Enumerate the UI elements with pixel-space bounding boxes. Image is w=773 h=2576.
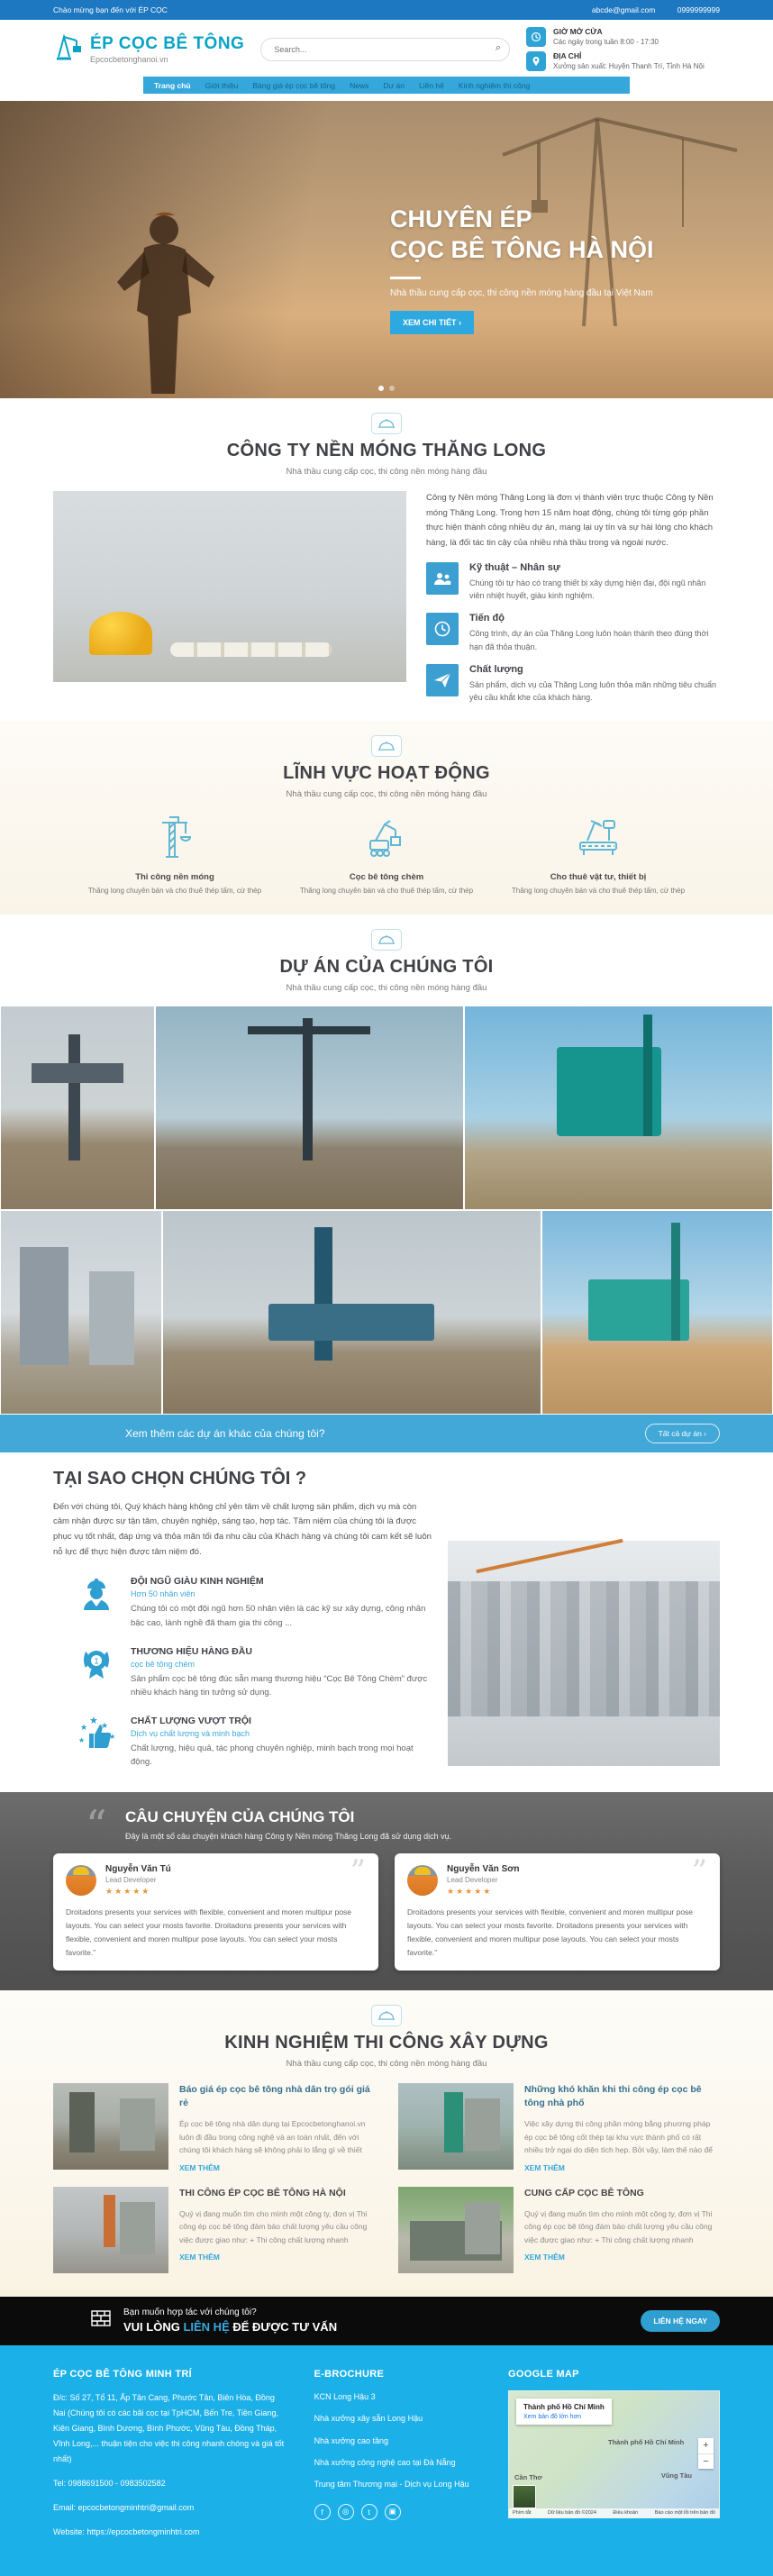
projects-title: DỰ ÁN CỦA CHÚNG TÔI: [279, 956, 494, 977]
engineer-icon: [77, 1576, 116, 1629]
about-subtitle: Nhà thầu cung cấp cọc, thi công nền móng hàng đầu: [286, 467, 487, 477]
testimonial-role: Lead Developer: [105, 1876, 157, 1885]
services-title: LĨNH VỰC HOẠT ĐỘNG: [283, 762, 490, 783]
map-cantho-label: Cần Thơ: [514, 2472, 542, 2481]
address-value: Xưởng sản xuất: Huyện Thanh Trì, Tỉnh Hà Nội: [553, 62, 705, 70]
map-zoom-in-button[interactable]: +: [703, 2440, 709, 2452]
facebook-icon[interactable]: f: [314, 2504, 331, 2520]
service-text: Thăng long chuyên bán và cho thuê thép tấm, cừ thép: [299, 886, 474, 895]
article-photo: [53, 2083, 168, 2170]
feature-title: Kỹ thuật – Nhân sự: [469, 561, 560, 573]
testimonial-name: Nguyễn Văn Sơn: [447, 1864, 520, 1875]
project-photo-1[interactable]: [0, 1006, 155, 1210]
clock-icon: [526, 27, 546, 47]
news-subtitle: Nhà thầu cung cấp cọc, thi công nền móng hàng đầu: [286, 2058, 487, 2069]
read-more-link[interactable]: XEM THÊM: [524, 2162, 565, 2172]
stories-title: CÂU CHUYỆN CỦA CHÚNG TÔI: [125, 1808, 355, 1826]
service-title: Thi công nền móng: [135, 871, 214, 882]
feature-text: Công trình, dự án của Thăng Long luôn hoàn thành theo đúng thời hạn đã thỏa thuận.: [469, 629, 709, 651]
carousel-dot-1[interactable]: [378, 386, 384, 391]
why-feature-title: ĐỘI NGŨ GIÀU KINH NGHIỆM: [131, 1576, 264, 1588]
why-feature-title: CHẤT LƯỢNG VƯỢT TRỘI: [131, 1716, 251, 1727]
project-photo-6[interactable]: [541, 1210, 773, 1415]
worker-silhouette: [108, 205, 225, 398]
why-feature-link[interactable]: Hơn 50 nhân viên: [131, 1589, 196, 1599]
stories-subtitle: Đây là một số câu chuyện khách hàng Công ty Nền móng Thăng Long đã sử dụng dịch vụ.: [125, 1832, 452, 1842]
article-title[interactable]: Báo giá ép cọc bê tông nhà dân trọ gói giá rẻ: [179, 2083, 370, 2109]
svg-text:1: 1: [94, 1656, 99, 1666]
footer-link[interactable]: Trung tâm Thương mại - Dịch vụ Long Hậu: [314, 2480, 469, 2490]
svg-text:★: ★: [101, 1721, 109, 1731]
footer-link[interactable]: Nhà xưởng cao tầng: [314, 2435, 389, 2445]
footer-brochure-column: [314, 2369, 481, 2550]
address: [526, 51, 720, 71]
people-icon: [426, 562, 459, 595]
news-title: KINH NGHIỆM THI CÔNG XÂY DỰNG: [224, 2032, 549, 2053]
why-feature-text: Chúng tôi có một đội ngũ hơn 50 nhân viên là các kỹ sư xây dựng, công nhân bậc cao, lành nghề đã tham gia thi công ...: [131, 1604, 426, 1628]
city-collage-photo: [448, 1541, 720, 1766]
project-photo-3[interactable]: [464, 1006, 773, 1210]
article-excerpt: Quý vị đang muốn tìm cho mình một công ty, đơn vị Thi công ép cọc bê tông đảm bảo chất lượng yêu cầu công việc được giao như: + Thi công chất lượng nhanh: [524, 2208, 713, 2244]
article-excerpt: Quý vị đang muốn tìm cho mình một công ty, đơn vị Thi công ép cọc bê tông đảm bảo chất lượng yêu cầu công việc được giao như: + Thi công chất lượng nhanh: [179, 2208, 368, 2244]
contact-cta-bar: [0, 2297, 773, 2345]
about-feature-staff: [426, 562, 720, 603]
all-projects-button[interactable]: Tất cả dự án ›: [645, 1424, 720, 1443]
about-photo: [53, 491, 406, 682]
why-feature-link[interactable]: Dịch vụ chất lượng và minh bạch: [131, 1729, 250, 1739]
header-info: [526, 27, 720, 71]
testimonial-name: Nguyễn Văn Tú: [105, 1864, 171, 1875]
hours-value: Các ngày trong tuần 8:00 - 17:30: [553, 38, 659, 46]
services-section: [0, 721, 773, 915]
footer-link[interactable]: KCN Long Hậu 3: [314, 2391, 376, 2401]
testimonial-card: [395, 1853, 720, 1971]
service-title: Cho thuê vật tư, thiết bị: [550, 871, 647, 882]
cta-line: VUI LÒNG LIÊN HỆ ĐỂ ĐƯỢC TƯ VẤN: [123, 2320, 338, 2335]
read-more-link[interactable]: XEM THÊM: [179, 2162, 220, 2172]
helmet-icon: [371, 413, 402, 434]
testimonial-text: Droitadons presents your services with flexible, convenient and moren multipur pose layouts. You can select your mosts favorite. Droitadons presents your services with flexible, convenient and moren multipur pose layouts. You can select your mosts favorite.”: [66, 1907, 352, 1958]
hero-subtitle: Nhà thầu cung cấp cọc, thi công nền móng hàng đầu tại Việt Nam: [390, 287, 653, 298]
nav-item-about[interactable]: Giới thiệu: [205, 80, 239, 90]
nav-item-contact[interactable]: Liên hệ: [419, 80, 444, 90]
tools-icon: [575, 849, 622, 864]
why-feature-brand: [53, 1646, 432, 1699]
map-shortcuts[interactable]: Phím tắt: [513, 2509, 532, 2516]
map-attribution: [509, 2508, 719, 2517]
cta-question: Bạn muốn hợp tác với chúng tôi?: [123, 2307, 257, 2318]
medal-icon: [77, 1646, 116, 1699]
article-photo: [398, 2187, 514, 2273]
hours-label: GIỜ MỞ CỬA: [553, 27, 603, 36]
crane-logo-icon: [53, 32, 84, 67]
service-piles[interactable]: [292, 814, 481, 895]
projects-banner-text: Xem thêm các dự án khác của chúng tôi?: [125, 1426, 325, 1440]
hero-cta-button[interactable]: XEM CHI TIẾT ›: [390, 311, 474, 334]
testimonial-card: [53, 1853, 378, 1971]
why-feature-text: Chất lượng, hiệu quả, tác phong chuyên nghiệp, minh bạch trong mọi hoạt động.: [131, 1743, 414, 1768]
bricks-icon: [89, 2307, 113, 2335]
avatar: [407, 1865, 438, 1896]
logo-title: ÉP CỌC BÊ TÔNG: [90, 34, 245, 53]
search-bar: [260, 38, 510, 61]
carousel-dot-2[interactable]: [389, 386, 395, 391]
article-card[interactable]: [398, 2187, 720, 2273]
contact-now-button[interactable]: LIÊN HỆ NGAY: [641, 2310, 720, 2332]
testimonials-section: [0, 1792, 773, 1990]
why-feature-quality: [53, 1716, 432, 1769]
twitter-icon[interactable]: t: [361, 2504, 377, 2520]
hero-banner: [0, 101, 773, 398]
helmet-icon: [371, 735, 402, 757]
why-feature-team: [53, 1576, 432, 1629]
search-input[interactable]: [260, 38, 510, 61]
footer-brochure-title: E-BROCHURE: [314, 2368, 385, 2380]
about-section: [0, 398, 773, 721]
topbar-email[interactable]: abcde@gmail.com: [591, 5, 656, 14]
about-feature-schedule: [426, 613, 720, 653]
map-data-credit: Dữ liệu bản đồ ©2024: [547, 2509, 596, 2516]
testimonial-text: Droitadons presents your services with flexible, convenient and moren multipur pose layouts. You can select your mosts favorite. Droitadons presents your services with flexible, convenient and moren multipur pose layouts. You can select your mosts favorite.”: [407, 1907, 694, 1958]
project-photo-5[interactable]: [162, 1210, 541, 1415]
article-title[interactable]: Những khó khăn khi thi công ép cọc bê tông nhà phố: [524, 2083, 702, 2109]
news-section: [0, 1990, 773, 2297]
service-text: Thăng long chuyên bán và cho thuê thép tấm, cừ thép: [87, 886, 262, 895]
opening-hours: [526, 27, 720, 47]
svg-text:★: ★: [80, 1723, 88, 1733]
footer-company-column: [53, 2369, 287, 2550]
svg-text:★: ★: [78, 1736, 86, 1745]
footer-map-title: GOOGLE MAP: [508, 2368, 579, 2380]
nav-item-projects[interactable]: Dự án: [383, 80, 405, 90]
paper-plane-icon: [426, 664, 459, 696]
topbar-phone[interactable]: 0999999999: [677, 5, 720, 14]
nav-item-pricing[interactable]: Bảng giá ép cọc bê tông: [252, 80, 336, 90]
article-excerpt: Việc xây dựng thi công phần móng bằng phương pháp ép cọc bê tông cốt thép tại khu vực thành phố có rất nhiều trở ngại do diện tích hẹp. Bởi vậy, làm thế nào để: [524, 2119, 713, 2155]
instagram-icon[interactable]: ◎: [338, 2504, 354, 2520]
map-card-title: Thành phố Hồ Chí Minh: [523, 2402, 605, 2411]
divider: [390, 277, 421, 279]
helmet-icon: [371, 2005, 402, 2026]
footer-link[interactable]: Nhà xưởng công nghệ cao tại Đà Nẵng: [314, 2457, 456, 2467]
map-report-link[interactable]: Báo cáo một lỗi trên bản đồ: [654, 2509, 715, 2516]
service-title: Cọc bê tông chèm: [349, 871, 424, 882]
read-more-link[interactable]: XEM THÊM: [179, 2253, 220, 2262]
map-terms-link[interactable]: Điều khoản: [613, 2509, 639, 2516]
article-photo: [53, 2187, 168, 2273]
feature-text: Chúng tôi tự hào có trang thiết bị xây dựng hiện đại, đội ngũ nhân viên nhiệt huyết, giàu kinh nghiệm.: [469, 578, 706, 600]
map-city-label: Thành phố Hồ Chí Minh: [608, 2437, 685, 2446]
footer-tel[interactable]: Tel: 0988691500 - 0983502582: [53, 2479, 166, 2489]
welcome-text: Chào mừng bạn đến với ÉP CỌC: [53, 5, 168, 14]
article-card[interactable]: [398, 2083, 720, 2172]
footer: [0, 2345, 773, 2576]
article-photo: [398, 2083, 514, 2170]
camera-icon[interactable]: ▣: [385, 2504, 401, 2520]
footer-company-title: ÉP CỌC BÊ TÔNG MINH TRÍ: [53, 2368, 192, 2380]
map-zoom-out-button[interactable]: −: [698, 2453, 714, 2469]
thumbs-up-stars-icon: [77, 1716, 116, 1769]
avatar: [66, 1865, 96, 1896]
why-feature-link[interactable]: cọc bê tông chèm: [131, 1659, 196, 1669]
projects-gallery: [0, 1006, 773, 1415]
projects-section-head: [0, 915, 773, 1006]
map-pegman-thumb[interactable]: [513, 2485, 536, 2508]
project-photo-2[interactable]: [155, 1006, 464, 1210]
star-rating: ★★★★★: [105, 1887, 151, 1897]
article-title[interactable]: CUNG CẤP CỌC BÊ TÔNG: [524, 2187, 644, 2198]
svg-text:★: ★: [89, 1716, 98, 1727]
map-pin-icon: [526, 51, 546, 71]
logo-subtitle: Epcocbetonghanoi.vn: [90, 55, 168, 64]
contact-link[interactable]: LIÊN HỆ: [183, 2320, 230, 2335]
nav-item-experience[interactable]: Kinh nghiệm thi công: [458, 80, 531, 90]
crawler-crane-icon: [363, 849, 410, 864]
project-photo-4[interactable]: [0, 1210, 162, 1415]
service-text: Thăng long chuyên bán và cho thuê thép tấm, cừ thép: [511, 886, 686, 895]
svg-text:★: ★: [109, 1733, 116, 1742]
feature-title: Tiến độ: [469, 613, 505, 624]
address-label: ĐỊA CHỈ: [553, 51, 582, 60]
helmet-icon: [371, 929, 402, 951]
why-body: Đến với chúng tôi, Quý khách hàng không chỉ yên tâm về chất lượng sản phẩm, dịch vụ mà còn cảm nhận được sự tận tâm, chuyên nghiệp, sáng tạo, hợp tác. Tâm niệm của chúng tôi là được phục vụ tốt nhất, đáp ứng và thỏa mãn tối đa nhu cầu của Khách hàng và chúng tôi cam kết sẽ luôn nỗ lực để thực hiện được tâm niệm đó.: [53, 1501, 432, 1557]
feature-text: Sản phẩm, dịch vụ của Thăng Long luôn thỏa mãn những tiêu chuẩn yêu cầu khắt khe của khách hàng.: [469, 680, 717, 703]
nav-item-news[interactable]: News: [350, 80, 369, 90]
map-info-card: [516, 2399, 612, 2425]
logo[interactable]: [53, 32, 244, 67]
projects-subtitle: Nhà thầu cung cấp cọc, thi công nền móng hàng đầu: [286, 982, 487, 993]
footer-website[interactable]: Website: https://epcocbetongminhtri.com: [53, 2527, 200, 2537]
clock-icon: [426, 613, 459, 645]
quote-icon: “: [86, 1801, 107, 1851]
service-foundation[interactable]: [80, 814, 269, 895]
services-subtitle: Nhà thầu cung cấp cọc, thi công nền móng hàng đầu: [286, 788, 487, 799]
why-feature-title: THƯƠNG HIỆU HÀNG ĐẦU: [131, 1645, 252, 1657]
testimonial-role: Lead Developer: [447, 1876, 498, 1885]
article-card[interactable]: [53, 2187, 375, 2273]
quote-icon: ”: [350, 1853, 366, 1890]
quote-icon: ”: [691, 1853, 707, 1890]
projects-banner: [0, 1415, 773, 1452]
search-icon[interactable]: ⌕: [495, 41, 501, 53]
hero-title: CHUYÊN ÉP CỌC BÊ TÔNG HÀ NỘI: [390, 205, 654, 263]
footer-map-column: [508, 2369, 720, 2550]
article-excerpt: Ép cọc bê tông nhà dân dụng tại Epcocbetonghanoi.vn luôn đi đầu trong công nghệ và an toàn nhất, đến với chúng tôi khách hàng sẽ không phải lo lắng gì về thiết: [179, 2119, 366, 2155]
article-card[interactable]: [53, 2083, 375, 2172]
why-us-section: [0, 1452, 773, 1793]
article-title[interactable]: THI CÔNG ÉP CỌC BÊ TÔNG HÀ NỘI: [179, 2187, 346, 2198]
read-more-link[interactable]: XEM THÊM: [524, 2253, 565, 2262]
map-card-link[interactable]: Xem bản đồ lớn hơn: [523, 2413, 582, 2420]
tower-crane-icon: [151, 849, 198, 864]
about-body: Công ty Nền móng Thăng Long là đơn vị thành viên trực thuộc Công ty Nền móng Thăng Long. Trong hơn 15 năm hoạt động, chúng tôi từng góp phần thực hiện thành công nhiều dự án, mang lại uy tín và sự hài lòng cho khách hàng, là đối tác tin cậy của nhiều nhà thầu trong và ngoài nước.: [426, 493, 714, 548]
google-map-embed[interactable]: [508, 2390, 720, 2518]
about-feature-quality: [426, 664, 720, 705]
header: [0, 20, 773, 77]
footer-email[interactable]: Email: epcocbetongminhtri@gmail.com: [53, 2503, 195, 2513]
about-title: CÔNG TY NỀN MÓNG THĂNG LONG: [226, 441, 547, 460]
service-equipment[interactable]: [504, 814, 693, 895]
star-rating: ★★★★★: [447, 1887, 493, 1897]
navbar: [0, 77, 773, 101]
topbar: [0, 0, 773, 20]
feature-title: Chất lượng: [469, 664, 523, 676]
footer-link[interactable]: Nhà xưởng xây sẵn Long Hậu: [314, 2414, 423, 2424]
footer-address: Đ/c: Số 27, Tổ 11, Ấp Tân Cang, Phước Tân, Biên Hòa, Đồng Nai (Chúng tôi có các bãi cọc tại TpHCM, Bến Tre, Tiền Giang, Kiên Giang, Bình Dương, Bình Phước, Vũng Tàu, Đồng Tháp, Vĩnh Long,... thuận tiện cho việc thi công nhanh chóng và giá tốt nhất): [53, 2392, 285, 2464]
why-feature-text: Sản phẩm cọc bê tông đúc sẵn mang thương hiệu “Cọc Bê Tông Chèm” được nhiều khách hàng tin tưởng sử dụng.: [131, 1673, 428, 1698]
map-vungtau-label: Vũng Tàu: [660, 2471, 692, 2480]
why-title: TẠI SAO CHỌN CHÚNG TÔI ?: [53, 1468, 307, 1488]
nav-item-home[interactable]: Trang chủ: [154, 80, 191, 90]
